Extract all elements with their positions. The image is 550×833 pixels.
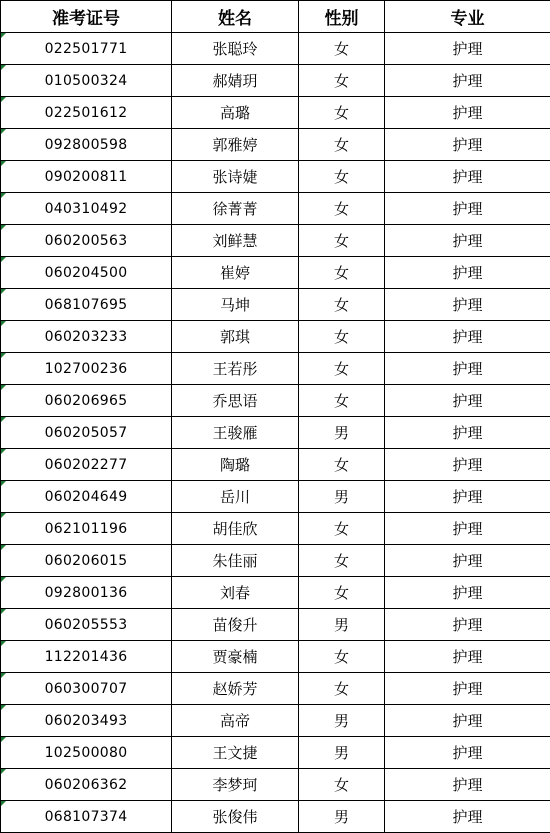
table-row xyxy=(1,417,550,449)
table-row xyxy=(1,801,550,833)
cell-major: 护理 xyxy=(385,289,550,321)
table-row xyxy=(1,705,550,737)
cell-gender: 女 xyxy=(299,641,385,673)
exam-id-text: 068107695 xyxy=(44,296,128,313)
cell-marker-icon xyxy=(1,513,6,518)
cell-marker-icon xyxy=(1,129,6,134)
table-row xyxy=(1,193,550,225)
exam-id-text: 092800598 xyxy=(44,136,128,153)
cell-major: 护理 xyxy=(385,65,550,97)
exam-id-text: 060206965 xyxy=(44,392,128,409)
table-row xyxy=(1,65,550,97)
cell-name: 郭雅婷 xyxy=(172,129,299,161)
cell-gender: 男 xyxy=(299,705,385,737)
cell-gender: 男 xyxy=(299,737,385,769)
cell-major: 护理 xyxy=(385,545,550,577)
cell-name: 朱佳丽 xyxy=(172,545,299,577)
cell-marker-icon xyxy=(1,609,6,614)
header-name: 姓名 xyxy=(172,1,299,33)
cell-exam-id xyxy=(1,481,172,513)
cell-marker-icon xyxy=(1,385,6,390)
cell-marker-icon xyxy=(1,673,6,678)
exam-id-text: 060205057 xyxy=(44,424,128,441)
cell-major: 护理 xyxy=(385,513,550,545)
cell-major: 护理 xyxy=(385,481,550,513)
cell-gender: 女 xyxy=(299,225,385,257)
cell-marker-icon xyxy=(1,769,6,774)
cell-major: 护理 xyxy=(385,449,550,481)
exam-id-text: 022501771 xyxy=(44,40,128,57)
table-row xyxy=(1,97,550,129)
table-row xyxy=(1,321,550,353)
cell-exam-id xyxy=(1,545,172,577)
cell-gender: 女 xyxy=(299,33,385,65)
cell-marker-icon xyxy=(1,257,6,262)
cell-marker-icon xyxy=(1,545,6,550)
cell-major: 护理 xyxy=(385,193,550,225)
table-row xyxy=(1,513,550,545)
exam-id-text: 060203493 xyxy=(44,712,128,729)
exam-id-text: 060204649 xyxy=(44,488,128,505)
cell-marker-icon xyxy=(1,321,6,326)
cell-gender: 女 xyxy=(299,193,385,225)
cell-exam-id xyxy=(1,225,172,257)
cell-gender: 女 xyxy=(299,257,385,289)
cell-name: 胡佳欣 xyxy=(172,513,299,545)
cell-major: 护理 xyxy=(385,801,550,833)
table-row xyxy=(1,257,550,289)
cell-name: 赵娇芳 xyxy=(172,673,299,705)
cell-gender: 男 xyxy=(299,801,385,833)
exam-id-text: 060300707 xyxy=(44,680,128,697)
cell-marker-icon xyxy=(1,353,6,358)
cell-exam-id xyxy=(1,705,172,737)
cell-exam-id xyxy=(1,193,172,225)
cell-gender: 女 xyxy=(299,513,385,545)
cell-gender: 女 xyxy=(299,161,385,193)
cell-gender: 男 xyxy=(299,417,385,449)
table-row xyxy=(1,289,550,321)
cell-major: 护理 xyxy=(385,577,550,609)
cell-exam-id xyxy=(1,321,172,353)
cell-major: 护理 xyxy=(385,129,550,161)
table-row xyxy=(1,225,550,257)
cell-marker-icon xyxy=(1,801,6,806)
exam-id-text: 060204500 xyxy=(44,264,128,281)
cell-exam-id xyxy=(1,33,172,65)
cell-gender: 女 xyxy=(299,545,385,577)
cell-exam-id xyxy=(1,161,172,193)
table-row xyxy=(1,609,550,641)
cell-marker-icon xyxy=(1,289,6,294)
cell-major: 护理 xyxy=(385,769,550,801)
cell-gender: 男 xyxy=(299,609,385,641)
cell-exam-id xyxy=(1,577,172,609)
cell-major: 护理 xyxy=(385,609,550,641)
cell-gender: 女 xyxy=(299,577,385,609)
exam-id-text: 040310492 xyxy=(44,200,128,217)
exam-id-text: 102500080 xyxy=(44,744,128,761)
cell-name: 刘春 xyxy=(172,577,299,609)
cell-name: 郭琪 xyxy=(172,321,299,353)
cell-exam-id xyxy=(1,737,172,769)
cell-exam-id xyxy=(1,353,172,385)
cell-exam-id xyxy=(1,513,172,545)
exam-id-text: 010500324 xyxy=(44,72,128,89)
cell-gender: 女 xyxy=(299,129,385,161)
cell-major: 护理 xyxy=(385,321,550,353)
exam-id-text: 102700236 xyxy=(44,360,128,377)
cell-exam-id xyxy=(1,385,172,417)
cell-exam-id xyxy=(1,97,172,129)
table-row xyxy=(1,353,550,385)
table-row xyxy=(1,673,550,705)
cell-exam-id xyxy=(1,449,172,481)
cell-name: 张聪玲 xyxy=(172,33,299,65)
cell-name: 张俊伟 xyxy=(172,801,299,833)
cell-name: 陶璐 xyxy=(172,449,299,481)
cell-major: 护理 xyxy=(385,161,550,193)
exam-id-text: 062101196 xyxy=(44,520,128,537)
cell-name: 岳川 xyxy=(172,481,299,513)
table-row xyxy=(1,129,550,161)
table-row xyxy=(1,449,550,481)
cell-exam-id xyxy=(1,801,172,833)
cell-name: 王若彤 xyxy=(172,353,299,385)
exam-id-text: 092800136 xyxy=(44,584,128,601)
cell-gender: 女 xyxy=(299,769,385,801)
cell-major: 护理 xyxy=(385,257,550,289)
table-row xyxy=(1,769,550,801)
header-gender: 性别 xyxy=(299,1,385,33)
cell-name: 苗俊升 xyxy=(172,609,299,641)
cell-name: 乔思语 xyxy=(172,385,299,417)
cell-name: 李梦珂 xyxy=(172,769,299,801)
cell-name: 张诗婕 xyxy=(172,161,299,193)
exam-id-text: 022501612 xyxy=(44,104,128,121)
cell-marker-icon xyxy=(1,225,6,230)
cell-name: 高璐 xyxy=(172,97,299,129)
cell-exam-id xyxy=(1,769,172,801)
cell-major: 护理 xyxy=(385,737,550,769)
cell-exam-id xyxy=(1,65,172,97)
cell-major: 护理 xyxy=(385,705,550,737)
cell-exam-id xyxy=(1,609,172,641)
cell-major: 护理 xyxy=(385,673,550,705)
table-row xyxy=(1,577,550,609)
cell-gender: 女 xyxy=(299,385,385,417)
cell-marker-icon xyxy=(1,449,6,454)
cell-marker-icon xyxy=(1,737,6,742)
table-row xyxy=(1,545,550,577)
cell-exam-id xyxy=(1,289,172,321)
cell-major: 护理 xyxy=(385,33,550,65)
cell-gender: 女 xyxy=(299,321,385,353)
cell-marker-icon xyxy=(1,97,6,102)
exam-id-text: 060203233 xyxy=(44,328,128,345)
table-row xyxy=(1,481,550,513)
cell-exam-id xyxy=(1,417,172,449)
exam-id-text: 060206362 xyxy=(44,776,128,793)
cell-marker-icon xyxy=(1,33,6,38)
cell-marker-icon xyxy=(1,193,6,198)
exam-id-text: 090200811 xyxy=(44,168,128,185)
cell-name: 高帝 xyxy=(172,705,299,737)
exam-id-text: 060205553 xyxy=(44,616,128,633)
cell-marker-icon xyxy=(1,161,6,166)
cell-gender: 男 xyxy=(299,481,385,513)
exam-id-text: 060200563 xyxy=(44,232,128,249)
cell-gender: 女 xyxy=(299,353,385,385)
cell-name: 徐菁菁 xyxy=(172,193,299,225)
cell-major: 护理 xyxy=(385,641,550,673)
cell-major: 护理 xyxy=(385,385,550,417)
cell-major: 护理 xyxy=(385,97,550,129)
cell-major: 护理 xyxy=(385,353,550,385)
cell-gender: 女 xyxy=(299,289,385,321)
table-row xyxy=(1,33,550,65)
table-row xyxy=(1,737,550,769)
exam-id-text: 112201436 xyxy=(44,648,128,665)
exam-id-text: 060202277 xyxy=(44,456,128,473)
exam-id-text: 060206015 xyxy=(44,552,128,569)
cell-marker-icon xyxy=(1,417,6,422)
cell-marker-icon xyxy=(1,481,6,486)
header-major: 专业 xyxy=(385,1,550,33)
cell-major: 护理 xyxy=(385,225,550,257)
table-row xyxy=(1,385,550,417)
cell-exam-id xyxy=(1,673,172,705)
cell-exam-id xyxy=(1,257,172,289)
cell-gender: 女 xyxy=(299,673,385,705)
cell-exam-id xyxy=(1,129,172,161)
table-row xyxy=(1,641,550,673)
cell-marker-icon xyxy=(1,705,6,710)
cell-gender: 女 xyxy=(299,65,385,97)
header-row xyxy=(1,1,550,33)
cell-name: 贾豪楠 xyxy=(172,641,299,673)
header-exam-id: 准考证号 xyxy=(1,1,172,33)
cell-exam-id xyxy=(1,641,172,673)
table-row xyxy=(1,161,550,193)
cell-name: 郝婧玥 xyxy=(172,65,299,97)
cell-name: 刘鲜慧 xyxy=(172,225,299,257)
cell-name: 王文捷 xyxy=(172,737,299,769)
exam-id-text: 068107374 xyxy=(44,808,128,825)
cell-name: 崔婷 xyxy=(172,257,299,289)
cell-marker-icon xyxy=(1,641,6,646)
cell-major: 护理 xyxy=(385,417,550,449)
cell-gender: 女 xyxy=(299,449,385,481)
cell-name: 王骏雁 xyxy=(172,417,299,449)
cell-gender: 女 xyxy=(299,97,385,129)
cell-marker-icon xyxy=(1,65,6,70)
cell-name: 马坤 xyxy=(172,289,299,321)
cell-marker-icon xyxy=(1,577,6,582)
